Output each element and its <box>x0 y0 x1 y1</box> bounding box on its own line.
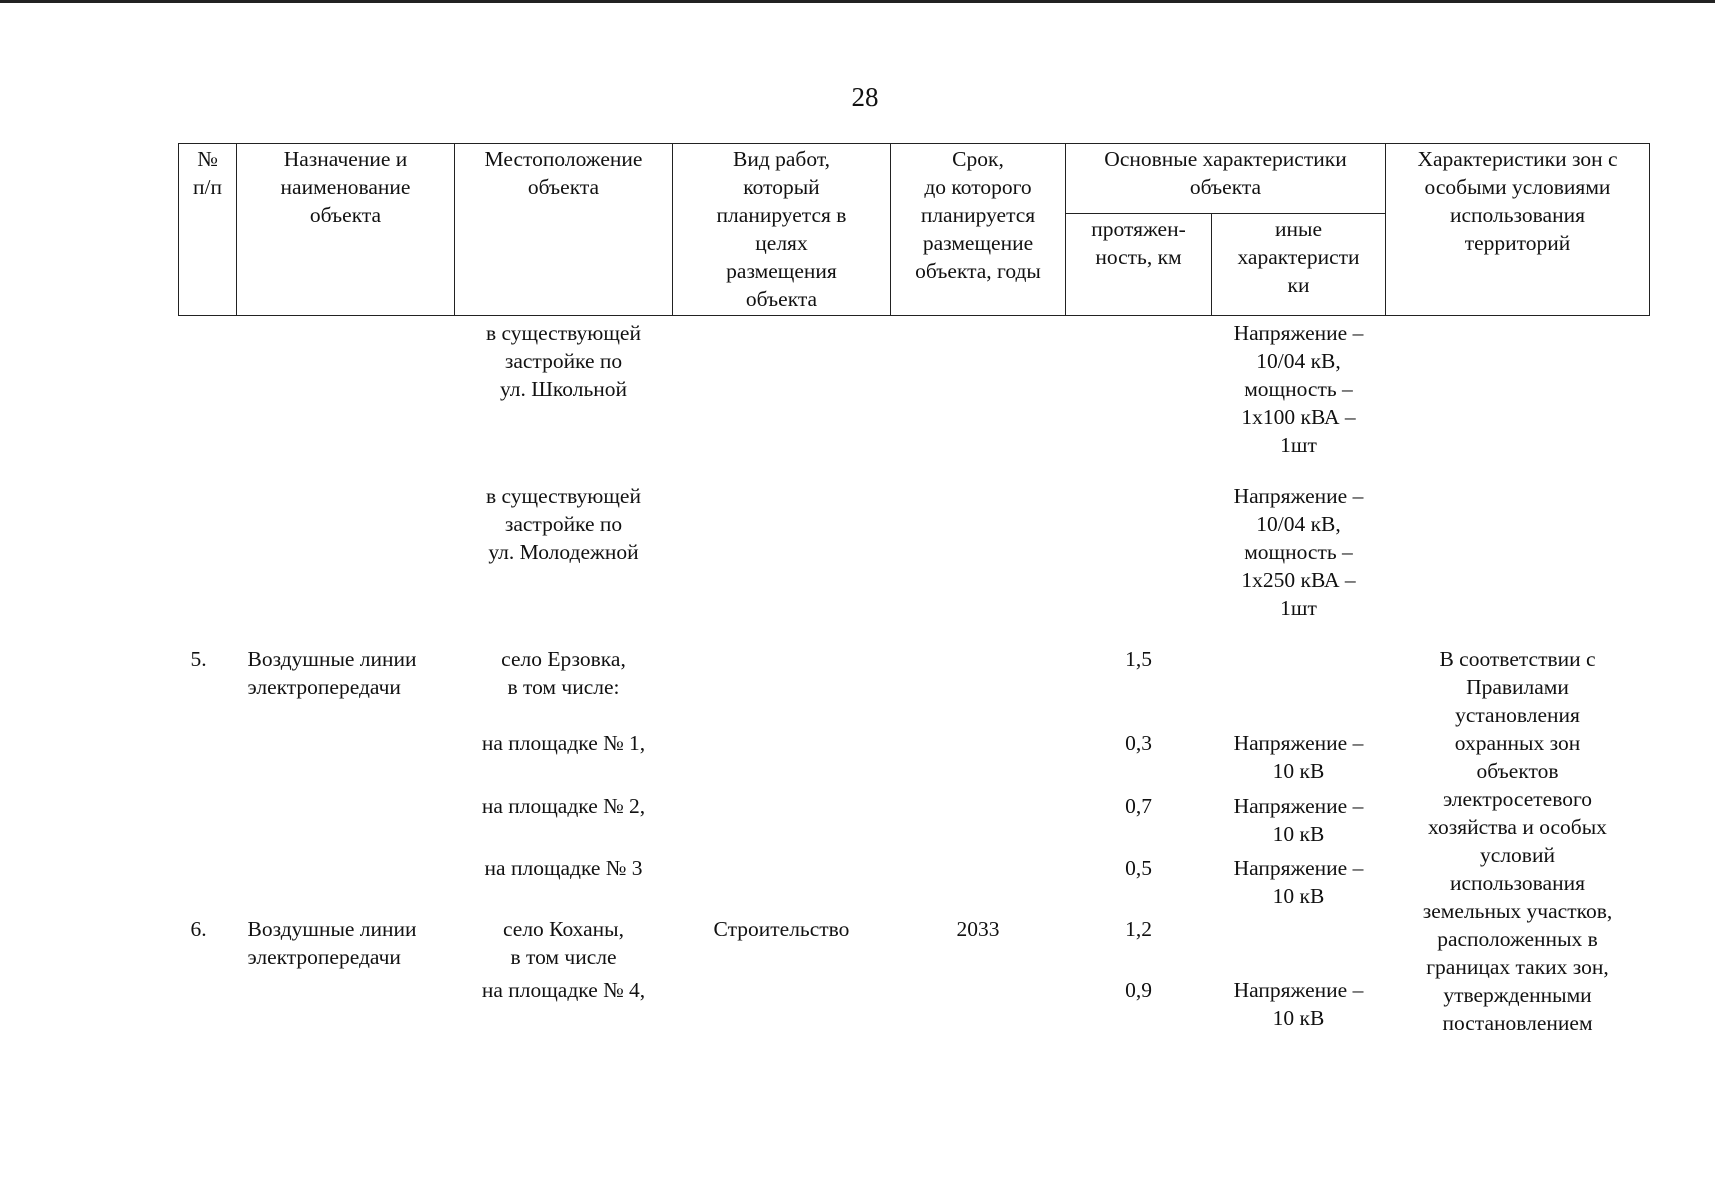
row-num <box>179 708 237 792</box>
row-length <box>1066 316 1212 460</box>
row-name: Воздушные линии электропередачи <box>247 647 417 699</box>
row-name <box>237 708 455 792</box>
row-work-type: Строительство <box>713 916 850 941</box>
row-location: на площадке № 1, <box>481 731 646 756</box>
row-other-characteristics <box>1212 622 1386 708</box>
row-zones <box>1386 459 1650 622</box>
row-term: 2033 <box>956 916 1000 941</box>
row-work-type <box>673 854 891 915</box>
row-other-characteristics <box>1212 915 1386 976</box>
row-num <box>179 792 237 853</box>
row-term <box>891 622 1066 708</box>
row-name <box>237 459 455 622</box>
row-work-type <box>673 622 891 708</box>
row-other-characteristics: Напряжение – 10/04 кВ, мощность – 1х100 кВА – 1шт <box>1233 321 1364 457</box>
row-other-characteristics: Напряжение – 10 кВ <box>1233 794 1364 847</box>
row-length: 0,9 <box>1125 977 1152 1002</box>
row-work-type <box>673 459 891 622</box>
row-num: 6. <box>190 916 207 941</box>
row-term <box>891 854 1066 915</box>
header-other-characteristics: иные характеристи ки <box>1212 213 1386 315</box>
table-row <box>179 316 1650 460</box>
header-length: протяжен- ность, км <box>1066 213 1212 315</box>
table-body <box>179 316 1650 1038</box>
row-other-characteristics: Напряжение – 10/04 кВ, мощность – 1х250 кВА – 1шт <box>1233 484 1364 620</box>
row-zones-text: В соответствии с Правилами установления охранных зон объектов электросетевого хозяйства и особых условий использования земельных участков, расположенных в границах таких зон, утвержденными постановлением <box>1422 647 1613 1035</box>
row-work-type <box>673 792 891 853</box>
table-header <box>179 144 1650 316</box>
row-term <box>891 459 1066 622</box>
row-work-type <box>673 316 891 460</box>
row-location: на площадке № 2, <box>481 794 646 819</box>
header-name: Назначение и наименование объекта <box>237 144 455 316</box>
row-num: 5. <box>190 647 207 671</box>
row-location: на площадке № 3 <box>484 855 643 880</box>
row-term <box>891 976 1066 1037</box>
row-location: в существующей застройке по ул. Школьной <box>486 321 641 401</box>
top-border-line <box>0 0 1715 3</box>
row-length: 0,5 <box>1125 855 1152 880</box>
table-row <box>179 459 1650 622</box>
header-term: Срок, до которого планируется размещение объекта, годы <box>891 144 1066 316</box>
objects-table <box>178 143 1650 1037</box>
table-row <box>179 622 1650 708</box>
row-name <box>237 976 455 1037</box>
row-location: село Коханы, в том числе <box>502 916 625 969</box>
row-num <box>179 459 237 622</box>
page-number: 28 <box>851 82 879 112</box>
row-work-type <box>673 708 891 792</box>
row-other-characteristics: Напряжение – 10 кВ <box>1233 977 1364 1030</box>
row-other-characteristics: Напряжение – 10 кВ <box>1233 855 1364 908</box>
row-length: 1,5 <box>1125 647 1152 671</box>
row-name <box>237 316 455 460</box>
row-term <box>891 792 1066 853</box>
header-num: № п/п <box>179 144 237 316</box>
row-num <box>179 976 237 1037</box>
row-name <box>237 854 455 915</box>
row-term <box>891 708 1066 792</box>
row-name: Воздушные линии электропередачи <box>247 916 417 969</box>
row-length: 0,3 <box>1125 731 1152 756</box>
document-sheet <box>178 143 1650 1037</box>
header-zones: Характеристики зон с особыми условиями использования территорий <box>1386 144 1650 316</box>
row-location: село Ерзовка, в том числе: <box>501 647 626 699</box>
row-name <box>237 792 455 853</box>
row-num <box>179 854 237 915</box>
row-length: 0,7 <box>1125 794 1152 819</box>
row-zones <box>1386 316 1650 460</box>
row-term <box>891 316 1066 460</box>
header-main-characteristics: Основные характеристики объекта <box>1066 144 1386 214</box>
row-other-characteristics: Напряжение – 10 кВ <box>1233 731 1364 784</box>
header-work-type: Вид работ, который планируется в целях размещения объекта <box>673 144 891 316</box>
row-work-type <box>673 976 891 1037</box>
row-num <box>179 316 237 460</box>
row-length: 1,2 <box>1125 916 1152 941</box>
row-location: на площадке № 4, <box>481 977 646 1002</box>
row-length <box>1066 459 1212 622</box>
row-location: в существующей застройке по ул. Молодежной <box>486 484 641 564</box>
header-location: Местоположение объекта <box>455 144 673 316</box>
